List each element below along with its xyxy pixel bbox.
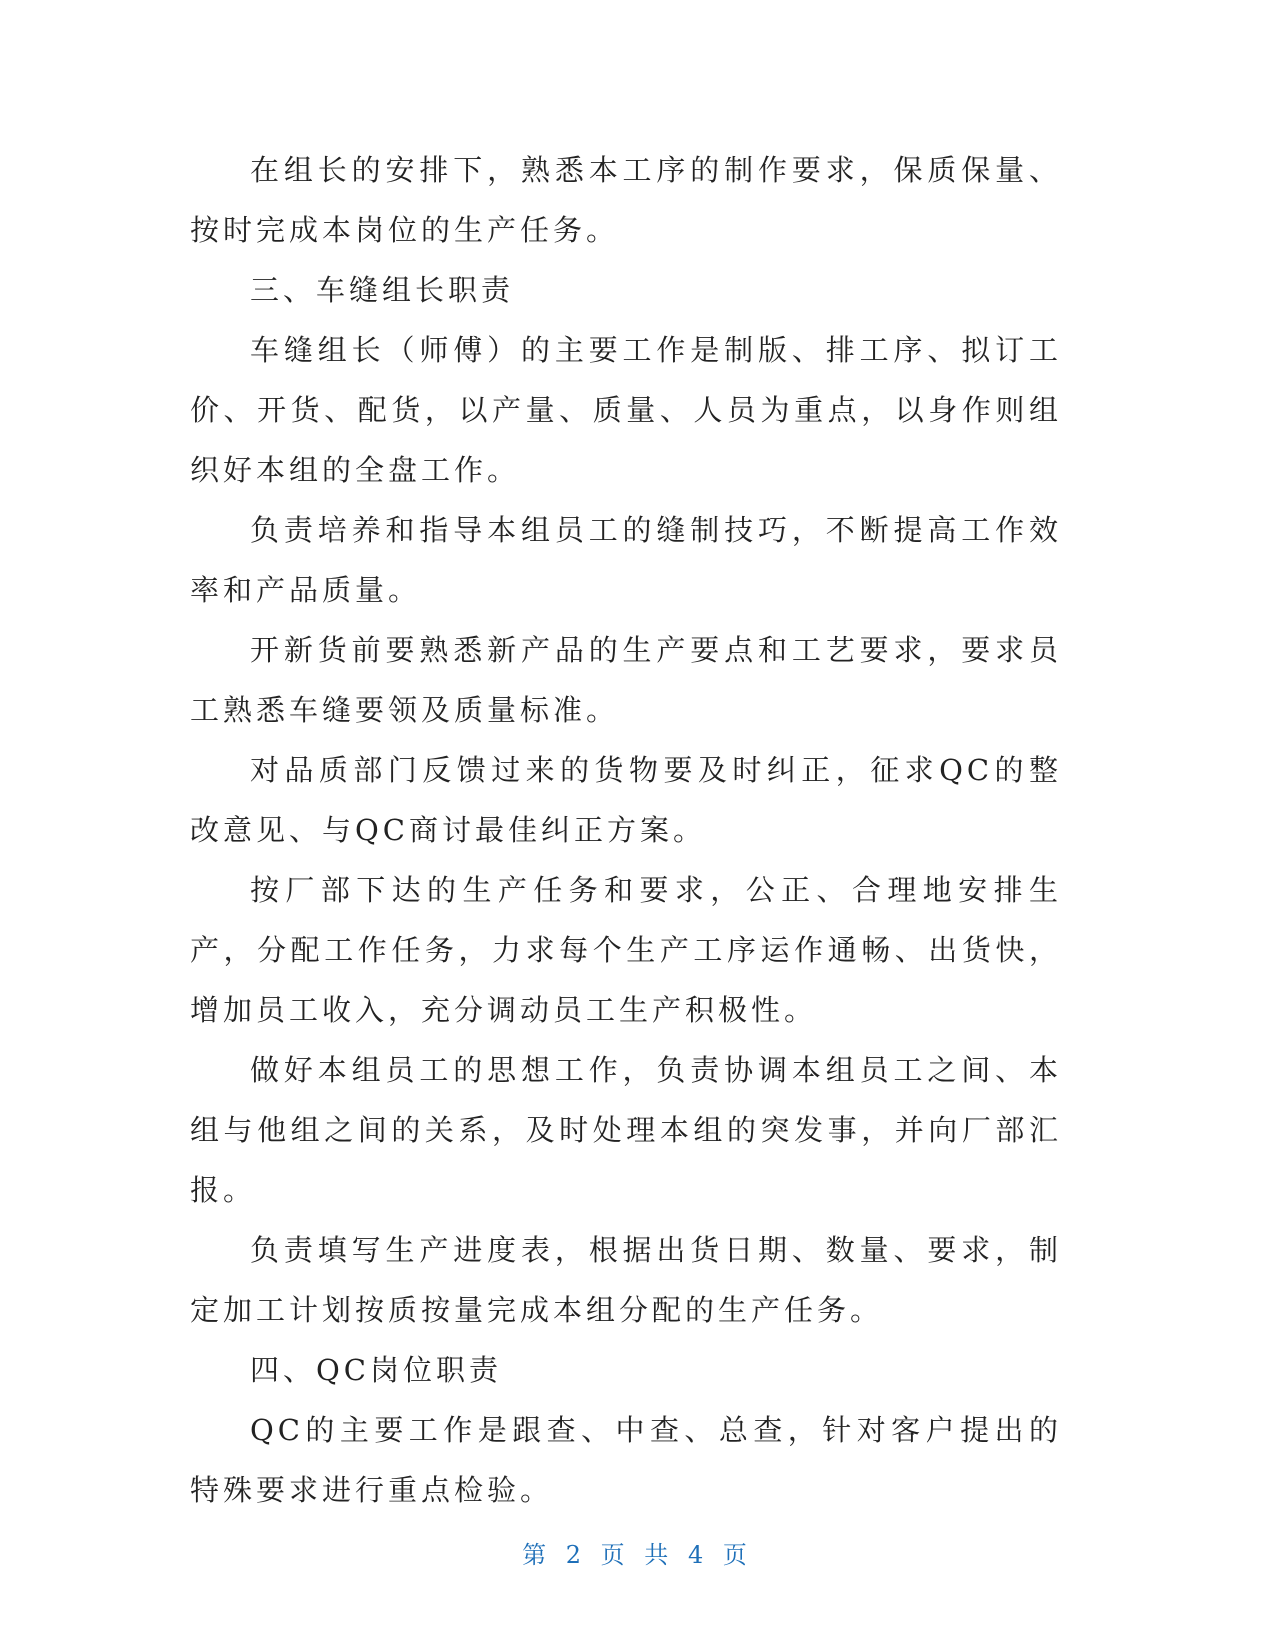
paragraph-9: QC的主要工作是跟查、中查、总查，针对客户提出的特殊要求进行重点检验。	[190, 1413, 1062, 1507]
section-heading-3: 三、车缝组长职责	[250, 273, 515, 307]
paragraph-6: 按厂部下达的生产任务和要求，公正、合理地安排生产，分配工作任务，力求每个生产工序运作通畅、出货快，增加员工收入，充分调动员工生产积极性。	[190, 873, 1062, 1027]
paragraph-2: 车缝组长（师傅）的主要工作是制版、排工序、拟订工价、开货、配货，以产量、质量、人员为重点，以身作则组织好本组的全盘工作。	[190, 333, 1062, 487]
paragraph-1: 在组长的安排下，熟悉本工序的制作要求，保质保量、按时完成本岗位的生产任务。	[190, 153, 1062, 247]
paragraph-7: 做好本组员工的思想工作，负责协调本组员工之间、本组与他组之间的关系，及时处理本组的突发事，并向厂部汇报。	[190, 1053, 1062, 1207]
section-heading-4: 四、QC岗位职责	[250, 1353, 502, 1387]
paragraph-5: 对品质部门反馈过来的货物要及时纠正，征求QC的整改意见、与QC商讨最佳纠正方案。	[190, 753, 1062, 847]
paragraph-4: 开新货前要熟悉新产品的生产要点和工艺要求，要求员工熟悉车缝要领及质量标准。	[190, 633, 1062, 727]
paragraph-3: 负责培养和指导本组员工的缝制技巧，不断提高工作效率和产品质量。	[190, 513, 1062, 607]
paragraph-8: 负责填写生产进度表，根据出货日期、数量、要求，制定加工计划按质按量完成本组分配的生产任务。	[190, 1233, 1062, 1327]
page-number-footer: 第 2 页 共 4 页	[522, 1541, 753, 1569]
document-body	[190, 140, 1062, 1520]
